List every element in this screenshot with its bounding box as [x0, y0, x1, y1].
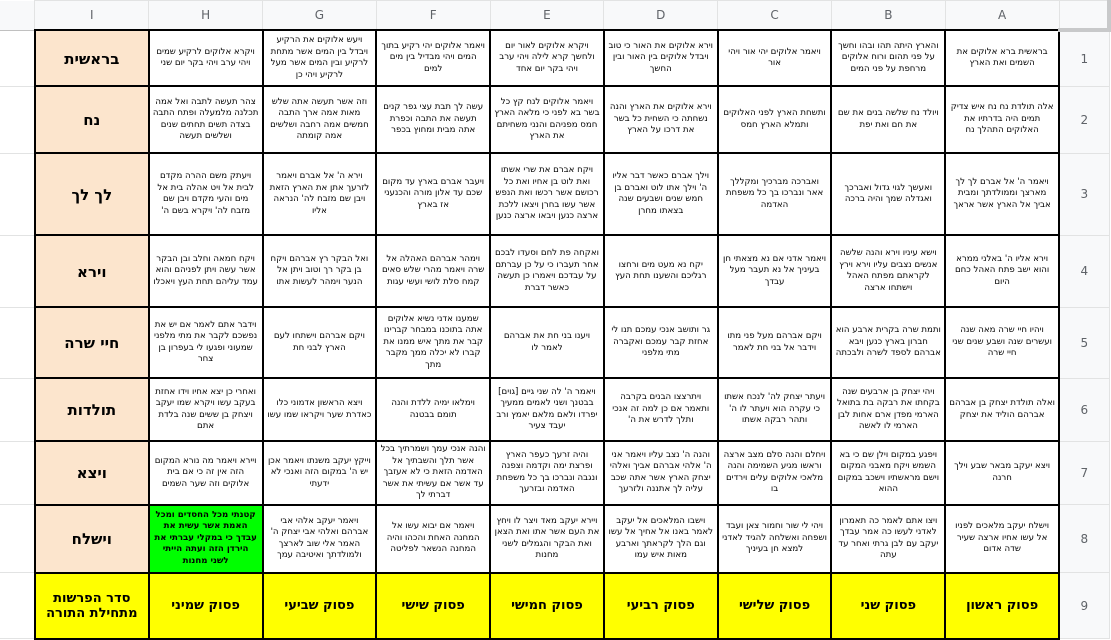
verse-cell[interactable]	[831, 441, 945, 505]
verse-number-header[interactable]	[831, 573, 945, 639]
table-row	[0, 378, 1109, 441]
verse-text: אלה תולדת נח נח איש צדיק תמים היה בדרתיו את האלוקים התהלך נח	[950, 102, 1054, 136]
verse-number-label: פסוק חמישי	[511, 598, 583, 613]
row-header[interactable]: 6	[1059, 378, 1109, 441]
verse-number-label: פסוק שביעי	[284, 598, 355, 613]
table-row	[0, 505, 1109, 573]
col-header-c[interactable]: C	[718, 1, 832, 31]
verse-text: יקח נא מעט מים ורחצו רגליכם והשענו תחת העץ	[615, 259, 707, 281]
verse-cell[interactable]	[263, 307, 377, 378]
verse-cell[interactable]	[718, 378, 832, 441]
verse-text: ויולד נח שלשה בנים את שם את חם ואת יפת	[837, 108, 939, 130]
verse-cell[interactable]	[604, 441, 718, 505]
verse-cell[interactable]	[831, 235, 945, 307]
row-header[interactable]: 1	[1059, 30, 1109, 86]
table-row	[0, 235, 1109, 307]
verse-text: ויענו בני חת את אברהם לאמר לו	[503, 331, 591, 353]
verse-text: ויהי לי שור וחמור צאן ועבד ושפחה ואשלחה להגיד לאדני למצא חן בעיניך	[722, 521, 827, 555]
verse-text: ויהיו חיי שרה מאה שנה ועשרים שנה ושבע שנים שני חיי שרה	[952, 325, 1052, 359]
verse-text: וישא עיניו וירא והנה שלשה אנשים נצבים עליו וירא וירץ לקראתם מפתח האהל וישתחו ארצה	[839, 248, 938, 293]
verse-number-label: פסוק שישי	[401, 598, 465, 613]
verse-cell[interactable]	[149, 307, 263, 378]
row-header[interactable]: 8	[1059, 505, 1109, 573]
verse-cell[interactable]	[376, 30, 490, 86]
verse-text: ויקח חמאה וחלב ובן הבקר אשר עשה ויתן לפניהם והוא עמד עליהם תחת העץ ויאכלו	[153, 253, 258, 287]
verse-cell[interactable]	[263, 235, 377, 307]
verse-number-label: פסוק שמיני	[171, 598, 240, 613]
verse-cell[interactable]	[945, 378, 1059, 441]
verse-text: עשה לך תבת עצי גפר קנים תעשה את התבה וכפרת אתה מבית ומחוץ בכפר	[383, 102, 484, 136]
verse-number-header[interactable]	[263, 573, 377, 639]
verse-text: ויקם אברהם וישתחו לעם הארץ לבני חת	[273, 331, 365, 353]
verse-text: וייקץ יעקב משנתו ויאמר אכן יש ה' במקום הזה ואנכי לא ידעתי	[267, 455, 371, 489]
verse-text: וימהר אברהם האהלה אל שרה ויאמר מהרי שלש סאים קמח סלת לושי ועשי עגות	[381, 253, 485, 287]
verse-cell[interactable]	[604, 30, 718, 86]
verse-text: ואחרי כן יצא אחיו וידו אחזת בעקב עשו ויקרא שמו יעקב ויצחק בן ששים שנה בלדת אתם	[155, 386, 256, 431]
verse-cell[interactable]	[490, 153, 604, 235]
verse-text: וילך אברם כאשר דבר אליו ה' וילך אתו לוט ואברם בן חמש שנים ושבעים שנה בצאתו מחרן	[612, 171, 710, 216]
verse-text: צהר תעשה לתבה ואל אמה תכלנה מלמעלה ופתח התבה בצדה תשים תחתים שנים ושלשים תעשה	[152, 96, 259, 141]
col-header-h[interactable]: H	[149, 1, 263, 31]
verse-cell[interactable]	[490, 441, 604, 505]
verse-cell[interactable]	[376, 307, 490, 378]
verse-text: ואברכה מברכיך ומקללך אאר ונברכו בך כל משפחת האדמה	[725, 176, 824, 210]
verse-number-header[interactable]	[945, 573, 1059, 639]
row-header[interactable]: 2	[1059, 86, 1109, 153]
verse-text: ואקחה פת לחם וסעדו לבכם אחר תעברו כי על כן עברתם על עבדכם ויאמרו כן תעשה כאשר דברת	[494, 248, 599, 293]
verse-text: והיה זרעך כעפר הארץ ופרצת ימה וקדמה וצפנה ונגבה ונברכו בך כל משפחת האדמה ובזרעך	[496, 449, 598, 495]
verse-text: והנה אנכי עמך ושמרתיך בכל אשר תלך והשבתיך אל האדמה הזאת כי לא אעזבך עד אשר אם עשיתי את אשר דברתי לך	[380, 444, 486, 500]
verse-cell[interactable]	[831, 378, 945, 441]
verse-cell[interactable]	[945, 30, 1059, 86]
verse-cell[interactable]	[376, 86, 490, 153]
verse-text: ויאמר יעקב אלהי אבי אברהם ואלהי אבי יצחק ה' האמר אלי שוב לארצך ולמולדתך ואיטיבה עמך	[270, 515, 369, 560]
verse-cell[interactable]	[263, 86, 377, 153]
verse-cell[interactable]	[718, 235, 832, 307]
parasha-name-cell[interactable]	[35, 378, 149, 441]
verse-cell[interactable]	[718, 153, 832, 235]
verse-cell[interactable]	[490, 378, 604, 441]
verse-text: ויקרא אלוקים לרקיע שמים ויהי ערב ויהי בקר יום שני	[156, 46, 255, 68]
verse-cell[interactable]	[945, 505, 1059, 573]
verse-text: ויאמר ה' לה שני גיים [גוים] בבטנך ושני לאמים ממעיך יפרדו ולאם מלאם יאמץ ורב יעבד צעיר	[496, 386, 598, 431]
verse-number-label: פסוק שלישי	[738, 598, 811, 613]
verse-cell[interactable]	[263, 153, 377, 235]
select-all-corner[interactable]	[1059, 1, 1109, 31]
verse-text: ותמת שרה בקרית ארבע הוא חברון בארץ כנען ויבא אברהם לספד לשרה ולבכתה	[835, 325, 941, 359]
verse-text: וירא ה' אל אברם ויאמר לזרעך אתן את הארץ הזאת ויבן שם מזבח לה' הנראה אליו	[269, 171, 370, 216]
empty-cell[interactable]	[0, 573, 35, 639]
verse-text: ויעבר אברם בארץ עד מקום שכם עד אלון מורה והכנעני אז בארץ	[382, 176, 485, 210]
verse-cell[interactable]	[831, 505, 945, 573]
parasha-order-label: סדר הפרשות מתחילת התורה	[46, 590, 138, 621]
verse-cell[interactable]	[604, 505, 718, 573]
empty-cell[interactable]	[0, 441, 35, 505]
verse-cell[interactable]	[376, 378, 490, 441]
verse-cell[interactable]	[718, 86, 832, 153]
parasha-name: וירא	[77, 262, 107, 281]
verse-text: בראשית ברא אלוקים את השמים ואת הארץ	[956, 46, 1048, 68]
verse-cell[interactable]	[490, 235, 604, 307]
parasha-name-cell[interactable]	[35, 441, 149, 505]
verse-text: ויירא יעקב מאד ויצר לו ויחץ את העם אשר אתו ואת הצאן ואת הבקר והגמלים לשני מחנות	[494, 515, 600, 560]
verse-cell[interactable]	[604, 378, 718, 441]
parasha-name-cell[interactable]	[35, 307, 149, 378]
verse-cell[interactable]	[376, 441, 490, 505]
verse-text: וישלח יעקב מלאכים לפניו אל עשו אחיו ארצה שעיר שדה אדום	[955, 521, 1050, 555]
verse-cell[interactable]	[263, 505, 377, 573]
col-header-g[interactable]: G	[263, 1, 377, 31]
verse-text: ואעשך לגוי גדול ואברכך ואגדלה שמך והיה ברכה	[844, 182, 933, 204]
verse-cell[interactable]	[718, 30, 832, 86]
row-header[interactable]: 7	[1059, 441, 1109, 505]
footer-row	[0, 573, 1109, 639]
verse-text: ויאמר אם יבוא עשו אל המחנה האחת והכהו והיה המחנה הנשאר לפליטה	[386, 521, 480, 555]
verse-text: ויצא יעקב מבאר שבע וילך חרנה	[954, 461, 1051, 483]
verse-cell[interactable]	[376, 153, 490, 235]
verse-text: וירא אלוקים את האור כי טוב ויבדל אלוקים בין האור ובין החשך	[608, 40, 714, 74]
verse-text: והנה ה' נצב עליו ויאמר אני ה' אלהי אברהם אביך ואלהי יצחק הארץ אשר אתה שכב עליה לך אתננה ולזרעך	[609, 449, 712, 495]
row-header[interactable]: 4	[1059, 235, 1109, 307]
verse-number-label: פסוק ראשון	[966, 598, 1039, 613]
verse-text: קטנתי מכל החסדים ומכל האמת אשר עשית את עבדך כי במקלי עברתי את הירדן הזה ועתה הייתי לשני מחנות	[154, 509, 257, 566]
parasha-name-cell[interactable]	[35, 505, 149, 573]
verse-text: ויהי יצחק בן ארבעים שנה בקחתו את רבקה בת בתואל הארמי מפדן ארם אחות לבן הארמי לו לאשה	[836, 386, 940, 431]
verse-cell[interactable]	[149, 30, 263, 86]
verse-text: ויתרצצו הבנים בקרבה ותאמר אם כן למה זה אנכי ותלך לדרש את ה'	[612, 392, 710, 426]
verse-text: ויפגע במקום וילן שם כי בא השמש ויקח מאבני המקום וישם מראשתיו וישכב במקום ההוא	[837, 449, 940, 495]
verse-cell[interactable]	[831, 86, 945, 153]
parasha-name-cell[interactable]	[35, 235, 149, 307]
verse-text: ויאמר אדני אם נא מצאתי חן בעיניך אל נא תעבר מעל עבדך	[723, 253, 827, 287]
verse-number-header[interactable]	[376, 573, 490, 639]
verse-text: ויאמר אלוקים יהי רקיע בתוך המים ויהי מבדיל בין מים למים	[381, 40, 485, 74]
verse-number-header[interactable]	[604, 573, 718, 639]
col-header-i[interactable]: I	[35, 1, 149, 31]
verse-cell[interactable]	[263, 30, 377, 86]
verse-cell[interactable]	[490, 307, 604, 378]
verse-text: ואל הבקר רץ אברהם ויקח בן בקר רך וטוב ויתן אל הנער וימהר לעשות אתו	[270, 253, 369, 287]
verse-text: וישבו המלאכים אל יעקב לאמר באנו אל אחיך אל עשו וגם הלך לקראתך וארבע מאות איש עמו	[608, 515, 713, 560]
verse-number-header[interactable]	[149, 573, 263, 639]
parasha-order-label-cell[interactable]	[35, 573, 149, 639]
empty-cell[interactable]	[0, 153, 35, 235]
verse-cell[interactable]	[263, 441, 377, 505]
verse-text: ויקח אברם את שרי אשתו ואת לוט בן אחיו ואת כל רכושם אשר רכשו ואת הנפש אשר עשו בחרן ויצאו ללכת ארצה כנען ויבאו ארצה כנען	[495, 165, 599, 222]
verse-cell[interactable]	[718, 307, 832, 378]
verse-number-header[interactable]	[718, 573, 832, 639]
verse-number-label: פסוק רביעי	[626, 598, 695, 613]
verse-text: ויאמר ה' אל אברם לך לך מארצך וממולדתך ומבית אביך אל הארץ אשר אראך	[953, 176, 1051, 210]
verse-cell[interactable]	[604, 235, 718, 307]
verse-text: ויעתר יצחק לה' לנכח אשתו כי עקרה הוא ויעתר לו ה' ותהר רבקה אשתו	[724, 392, 826, 426]
verse-text: ויאמר אלוקים לנח קץ כל בשר בא לפני כי מלאה הארץ חמס מפניהם והנני משחיתם את הארץ	[494, 96, 600, 141]
verse-text: ויעש אלוקים את הרקיע ויבדל בין המים אשר מתחת לרקיע ובין המים אשר מעל לרקיע ויהי כן	[270, 35, 369, 80]
empty-cell[interactable]	[0, 235, 35, 307]
verse-cell[interactable]	[945, 441, 1059, 505]
parasha-name: לך לך	[71, 185, 113, 204]
parasha-name: ויצא	[76, 464, 107, 483]
verse-text: ויקרא אלוקים לאור יום ולחשך קרא לילה ויהי ערב ויהי בקר יום אחד	[499, 40, 595, 74]
empty-cell[interactable]	[0, 86, 35, 153]
col-header-b[interactable]: B	[831, 1, 945, 31]
verse-text: ויחלם והנה סלם מצב ארצה וראשו מגיע השמימה והנה מלאכי אלוקים עלים וירדים בו	[723, 449, 826, 495]
verse-cell[interactable]	[149, 378, 263, 441]
verse-text: ותשחת הארץ לפני האלוקים ותמלא הארץ חמס	[723, 108, 826, 130]
parasha-name: חיי שרה	[64, 334, 120, 352]
col-header-e[interactable]: E	[490, 1, 604, 31]
verse-number-label: פסוק שני	[860, 598, 917, 613]
table-row	[0, 441, 1109, 505]
table-row	[0, 86, 1109, 153]
col-header-a[interactable]: A	[945, 1, 1059, 31]
verse-text: וירא אליו ה' באלני ממרא והוא ישב פתח האהל כחם היום	[954, 253, 1050, 287]
empty-cell[interactable]	[0, 378, 35, 441]
parasha-name-cell[interactable]	[35, 153, 149, 235]
verse-text: וידבר אתם לאמר אם יש את נפשכם לקבר את מתי מלפני שמעוני ופגעו לי בעפרון בן צחר	[154, 319, 258, 364]
verse-cell[interactable]	[263, 378, 377, 441]
verse-cell[interactable]	[490, 86, 604, 153]
verse-cell[interactable]	[490, 30, 604, 86]
empty-cell[interactable]	[0, 505, 35, 573]
verse-cell[interactable]	[945, 235, 1059, 307]
verse-text: וימלאו ימיה ללדת והנה תומם בבטנה	[391, 398, 476, 420]
verse-cell[interactable]	[490, 505, 604, 573]
row-header[interactable]: 9	[1059, 573, 1109, 639]
empty-cell[interactable]	[0, 307, 35, 378]
verse-cell[interactable]	[149, 153, 263, 235]
row-header[interactable]: 3	[1059, 153, 1109, 235]
verse-cell[interactable]	[149, 235, 263, 307]
verse-text: ויקם אברהם מעל פני מתו וידבר אל בני חת לאמר	[727, 331, 822, 353]
empty-cell[interactable]	[0, 30, 35, 86]
verse-cell[interactable]	[604, 307, 718, 378]
verse-text: ואלה תולדת יצחק בן אברהם אברהם הוליד את יצחק	[949, 398, 1055, 420]
col-header-f[interactable]: F	[376, 1, 490, 31]
verse-cell[interactable]	[376, 505, 490, 573]
verse-number-header[interactable]	[490, 573, 604, 639]
verse-cell[interactable]	[604, 86, 718, 153]
verse-text: ויירא ויאמר מה נורא המקום הזה אין זה כי אם בית אלוקים וזה שער השמים	[154, 455, 257, 489]
verse-cell[interactable]	[718, 505, 832, 573]
verse-cell-selected[interactable]	[149, 505, 263, 573]
verse-cell[interactable]	[945, 86, 1059, 153]
table-row	[0, 30, 1109, 86]
verse-text: ויצא הראשון אדמוני כלו כאדרת שער ויקראו שמו עשו	[267, 398, 372, 420]
parasha-name-cell[interactable]	[35, 30, 149, 86]
verse-cell[interactable]	[831, 153, 945, 235]
parasha-name-cell[interactable]	[35, 86, 149, 153]
col-header-d[interactable]: D	[604, 1, 718, 31]
verse-cell[interactable]	[604, 153, 718, 235]
verse-cell[interactable]	[945, 307, 1059, 378]
parasha-name: וישלח	[71, 530, 112, 548]
verse-text: והארץ היתה תהו ובהו וחשך על פני תהום ורוח אלוקים מרחפת על פני המים	[838, 40, 939, 74]
verse-text: גר ותושב אנכי עמכם תנו לי אחזת קבר עמכם ואקברה מתי מלפני	[611, 325, 711, 359]
table-row	[0, 307, 1109, 378]
verse-text: וירא אלוקים את הארץ והנה נשחתה כי השחית כל בשר את דרכו על הארץ	[609, 102, 712, 136]
verse-cell[interactable]	[376, 235, 490, 307]
verse-cell[interactable]	[149, 441, 263, 505]
verse-text: ויצו אתם לאמר כה תאמרון לאדני לעשו כה אמר עבדך יעקב עם לבן גרתי ואחר עד עתה	[838, 515, 939, 560]
parasha-name: תולדות	[67, 401, 117, 419]
verse-cell[interactable]	[945, 153, 1059, 235]
verse-text: ויאמר אלוקים יהי אור ויהי אור	[728, 46, 821, 68]
verse-text: ויעתק משם ההרה מקדם לבית אל ויט אהלה בית אל מים והעי מקדם ויבן שם מזבח לה' ויקרא בשם ה'	[157, 171, 254, 216]
verse-cell[interactable]	[718, 441, 832, 505]
verse-text: שמענו אדני נשיא אלוקים אתה בתוכנו במבחר קברינו קבר את מתך איש ממנו את קברו לא יכלה ממך מקבר מתך	[383, 313, 484, 370]
parasha-name: בראשית	[64, 49, 120, 68]
parasha-name: נח	[83, 111, 101, 129]
verse-cell[interactable]	[831, 30, 945, 86]
verse-text: וזה אשר תעשה אתה שלש מאות אמה ארך התבה חמשים אמה רחבה ושלשים אמה קומתה	[270, 96, 369, 141]
verse-cell[interactable]	[149, 86, 263, 153]
row-header[interactable]: 5	[1059, 307, 1109, 378]
col-header-spacer	[0, 1, 35, 31]
verse-cell[interactable]	[831, 307, 945, 378]
table-row	[0, 153, 1109, 235]
